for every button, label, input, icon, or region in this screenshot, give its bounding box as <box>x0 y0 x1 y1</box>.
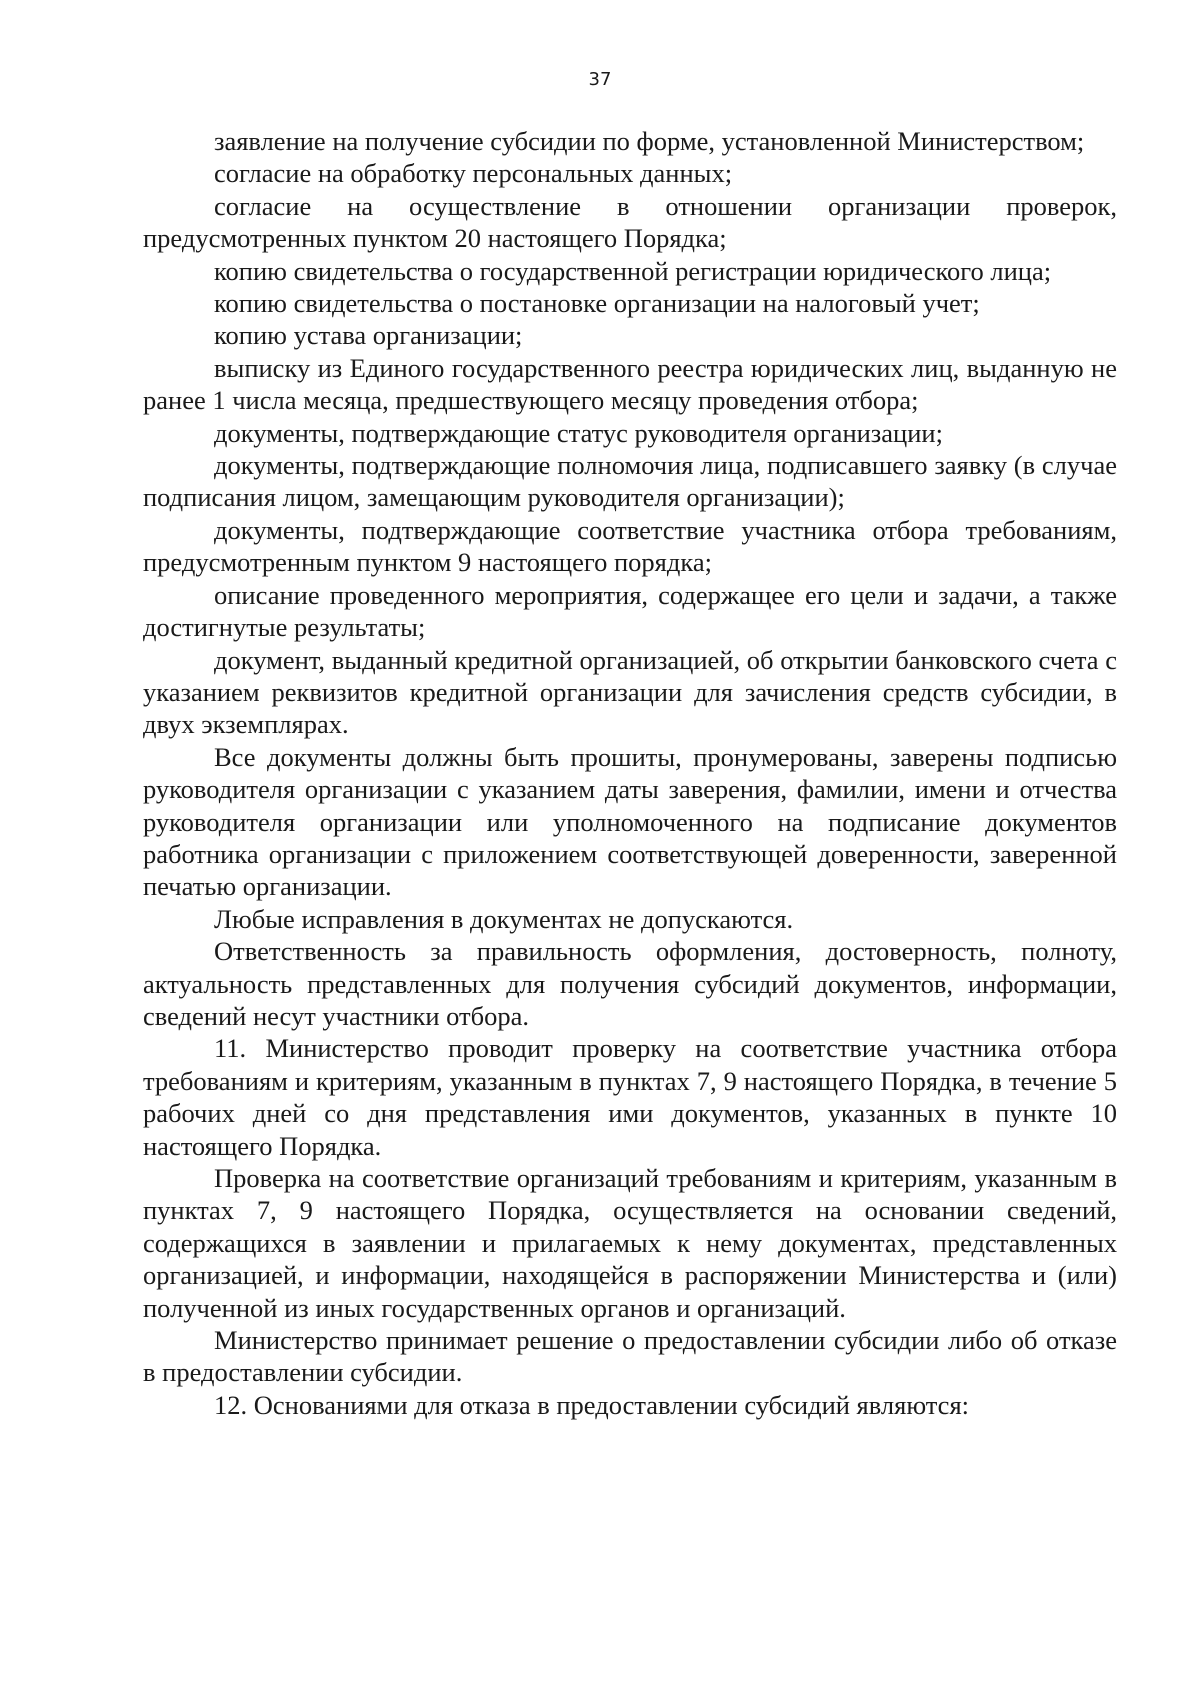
paragraph-personal-data-consent: согласие на обработку персональных данных; <box>214 158 733 189</box>
paragraph-clause-11: 11. Министерство проводит проверку на соответствие участника отбора требованиям и критериям, указанным в пунктах 7, 9 настоящего Порядка, в течение 5 рабочих дней со дня представления ими документов, указанных в пункте 10 настоящего Порядка. <box>143 1033 1117 1161</box>
paragraph-inspection-consent: согласие на осуществление в отношении организации проверок, предусмотренных пунктом 20 настоящего Порядка; <box>143 190 1117 254</box>
paragraph-decision: Министерство принимает решение о предоставлении субсидии либо об отказе в предоставлении субсидии. <box>143 1325 1117 1388</box>
paragraph-bank-account-document: документ, выданный кредитной организацией, об открытии банковского счета с указанием реквизитов кредитной организации для зачисления средств субсидии, в двух экземплярах. <box>143 644 1117 740</box>
document-body <box>143 125 1117 1421</box>
paragraph-application-form: заявление на получение субсидии по форме, установленной Министерством; <box>214 126 1085 156</box>
paragraph-no-corrections: Любые исправления в документах не допускаются. <box>214 903 794 934</box>
paragraph-clause-12: 12. Основаниями для отказа в предоставлении субсидий являются: <box>214 1389 969 1420</box>
paragraph-document-certification: Все документы должны быть прошиты, пронумерованы, заверены подписью руководителя организации с указанием даты заверения, фамилии, имени и отчества руководителя организации или уполномоченного на подписание документов работника организации с приложением соответствующей доверенности, заверенной печатью организации. <box>143 741 1117 902</box>
paragraph-tax-certificate: копию свидетельства о постановке организации на налоговый учет; <box>214 288 980 319</box>
paragraph-charter-copy: копию устава организации; <box>214 320 523 351</box>
paragraph-registration-certificate: копию свидетельства о государственной регистрации юридического лица; <box>214 255 1052 286</box>
paragraph-event-description: описание проведенного мероприятия, содержащее его цели и задачи, а также достигнутые результаты; <box>143 579 1117 643</box>
paragraph-compliance-documents: документы, подтверждающие соответствие участника отбора требованиям, предусмотренным пунктом 9 настоящего порядка; <box>143 514 1117 578</box>
paragraph-head-status-documents: документы, подтверждающие статус руководителя организации; <box>214 417 943 448</box>
paragraph-registry-extract: выписку из Единого государственного реестра юридических лиц, выданную не ранее 1 числа месяца, предшествующего месяцу проведения отбора; <box>143 352 1117 416</box>
paragraph-signatory-authority: документы, подтверждающие полномочия лица, подписавшего заявку (в случае подписания лицом, замещающим руководителя организации); <box>143 450 1117 513</box>
paragraph-responsibility: Ответственность за правильность оформления, достоверность, полноту, актуальность представленных для получения субсидий документов, информации, сведений несут участники отбора. <box>143 936 1117 1031</box>
page-number: 37 <box>588 69 612 90</box>
paragraph-compliance-check: Проверка на соответствие организаций требованиям и критериям, указанным в пунктах 7, 9 настоящего Порядка, осуществляется на основании сведений, содержащихся в заявлении и прилагаемых к нему документах, представленных организацией, и информации, находящейся в распоряжении Министерства и (или) полученной из иных государственных органов и организаций. <box>143 1163 1117 1323</box>
